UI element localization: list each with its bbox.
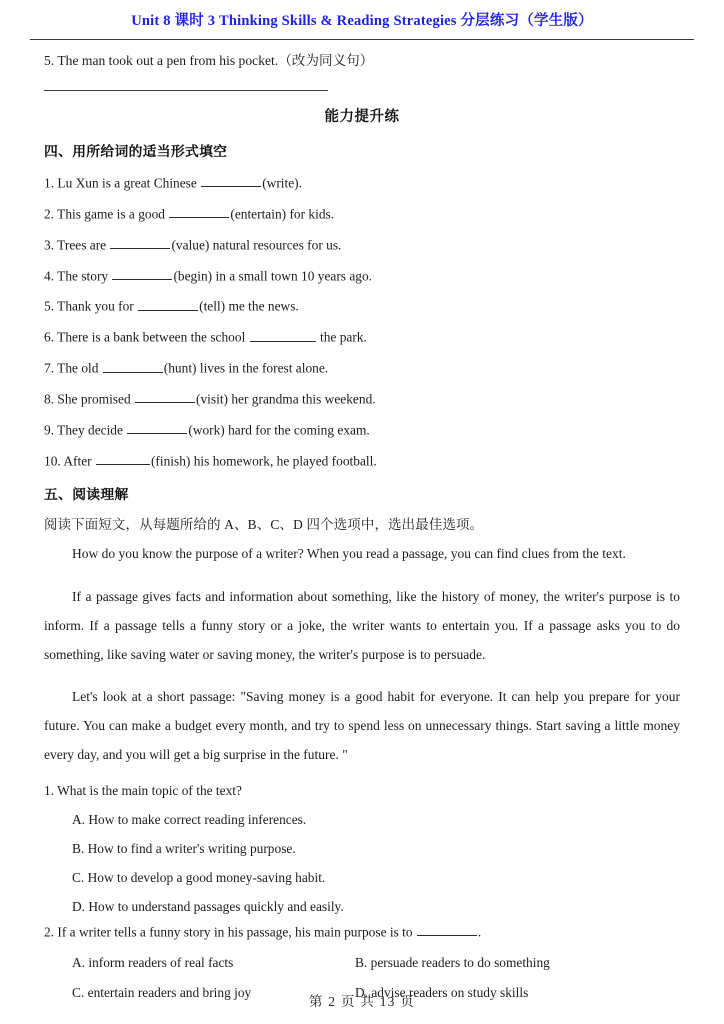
fill-blank-2[interactable] <box>169 205 229 218</box>
section-banner-ability: 能力提升练 <box>324 109 400 126</box>
fill-item-10 <box>44 452 680 469</box>
fill-item-8-suffix: (visit) her grandma this weekend. <box>196 391 376 407</box>
fill-blank-6[interactable] <box>250 328 316 341</box>
question-1-option-a[interactable]: A. How to make correct reading inferences. <box>72 811 307 827</box>
fill-item-3 <box>44 236 680 253</box>
question-1-option-d[interactable]: D. How to understand passages quickly and easily. <box>72 899 344 915</box>
fill-item-10-suffix: (finish) his homework, he played football. <box>150 453 377 469</box>
fill-item-2-suffix: (entertain) for kids. <box>230 206 335 222</box>
fill-item-5-suffix: (tell) me the news. <box>199 298 299 314</box>
question-1-stem: 1. What is the main topic of the text? <box>44 782 242 798</box>
question-1-option-b[interactable]: B. How to find a writer's writing purpose. <box>72 840 296 856</box>
fill-item-4-prefix: 4. The story <box>44 267 112 283</box>
fill-item-2 <box>44 205 680 222</box>
question-2-blank[interactable] <box>417 923 477 936</box>
fill-item-4-suffix: (begin) in a small town 10 years ago. <box>173 267 373 283</box>
question-2-stem-prefix: 2. If a writer tells a funny story in his passage, his main purpose is to <box>44 924 416 940</box>
fill-item-8-prefix: 8. She promised <box>44 391 135 407</box>
passage-paragraph-3: Let's look at a short passage: "Saving money is a good habit for everyone. It can help you prepare for your future. You can make a budget every month, and try to spend less on unnecessary things. Start saving a little money every day, and you will get a big surprise in the future. " <box>44 689 680 763</box>
fill-item-9 <box>44 421 680 438</box>
fill-item-1-suffix: (write). <box>262 175 302 191</box>
fill-item-2-prefix: 2. This game is a good <box>44 206 169 222</box>
fill-blank-1[interactable] <box>201 174 261 187</box>
passage-paragraph-1: How do you know the purpose of a writer? When you read a passage, you can find clues from the text. <box>72 546 626 562</box>
question-1-option-c[interactable]: C. How to develop a good money-saving habit. <box>72 870 326 886</box>
fill-item-5 <box>44 297 680 314</box>
fill-item-10-prefix: 10. After <box>44 453 95 469</box>
fill-item-9-prefix: 9. They decide <box>44 422 127 438</box>
question-2-option-a[interactable]: A. inform readers of real facts <box>72 954 234 970</box>
fill-item-8 <box>44 390 680 407</box>
header-divider <box>30 39 694 40</box>
fill-item-9-suffix: (work) hard for the coming exam. <box>188 422 370 438</box>
fill-item-6-suffix: the park. <box>316 329 367 345</box>
page-title: Unit 8 课时 3 Thinking Skills & Reading Strategies 分层练习（学生版） <box>131 13 593 29</box>
fill-blank-10[interactable] <box>96 452 150 465</box>
question-2-stem-suffix: . <box>477 924 482 940</box>
fill-blank-4[interactable] <box>112 267 172 280</box>
answer-line <box>44 90 328 91</box>
section-heading-four: 四、用所给词的适当形式填空 <box>44 144 228 160</box>
question-2-option-d[interactable]: D. advise readers on study skills <box>355 984 529 1000</box>
passage-paragraph-2: If a passage gives facts and information about something, like the history of money, the writer's purpose is to inform. If a passage tells a funny story or a joke, the writer wants to entertain you. If a passage asks you to do something, like saving water or saving money, the writer's purpose is to persuade. <box>44 588 680 662</box>
question-2-option-b[interactable]: B. persuade readers to do something <box>355 954 550 970</box>
page-footer: 第 2 页 共 13 页 <box>308 994 416 1009</box>
fill-blank-9[interactable] <box>127 421 187 434</box>
question-2-option-c[interactable]: C. entertain readers and bring joy <box>72 984 252 1000</box>
fill-item-5-prefix: 5. Thank you for <box>44 298 138 314</box>
fill-item-3-prefix: 3. Trees are <box>44 236 110 252</box>
document-content <box>0 53 724 1000</box>
question-2-stem <box>44 923 680 940</box>
fill-blank-5[interactable] <box>138 297 198 310</box>
document-header <box>0 0 724 30</box>
fill-item-7-suffix: (hunt) lives in the forest alone. <box>163 360 329 376</box>
fill-item-4 <box>44 267 680 284</box>
question-2-option-row-1 <box>44 955 680 971</box>
section-heading-five: 五、阅读理解 <box>44 487 129 503</box>
fill-item-7 <box>44 359 680 376</box>
fill-blank-7[interactable] <box>103 359 163 372</box>
fill-item-1-prefix: 1. Lu Xun is a great Chinese <box>44 175 201 191</box>
carryover-question-5: 5. The man took out a pen from his pocket.（改为同义句） <box>44 53 374 69</box>
reading-instruction: 阅读下面短文，从每题所给的 A、B、C、D 四个选项中，选出最佳选项。 <box>44 517 484 533</box>
fill-item-7-prefix: 7. The old <box>44 360 102 376</box>
fill-item-1 <box>44 174 680 191</box>
fill-item-6-prefix: 6. There is a bank between the school <box>44 329 249 345</box>
fill-item-6 <box>44 328 680 345</box>
fill-item-3-suffix: (value) natural resources for us. <box>171 236 342 252</box>
fill-blank-3[interactable] <box>110 236 170 249</box>
fill-blank-8[interactable] <box>135 390 195 403</box>
